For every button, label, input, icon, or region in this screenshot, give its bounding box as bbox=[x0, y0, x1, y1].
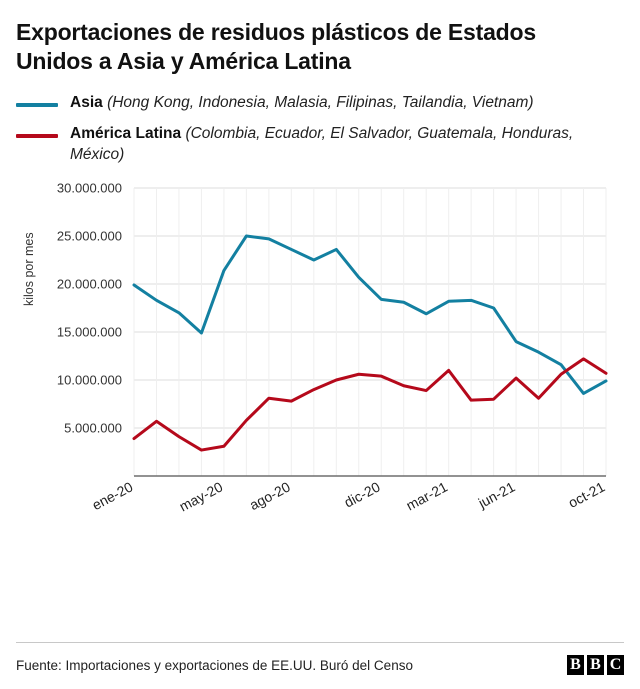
legend-label-america-latina: América Latina bbox=[70, 124, 182, 142]
legend-detail-asia: (Hong Kong, Indonesia, Malasia, Filipinas, Tailandia, Vietnam) bbox=[107, 94, 534, 112]
chart-plot-area bbox=[16, 176, 624, 546]
x-axis-tick-label: oct-21 bbox=[565, 478, 608, 511]
y-axis-label: kilos por mes bbox=[22, 232, 36, 306]
legend-detail-america-latina: (Colombia, Ecuador, El Salvador, Guatemala, Honduras, México) bbox=[70, 124, 574, 163]
bbc-logo bbox=[567, 655, 624, 675]
source-note: Fuente: Importaciones y exportaciones de EE.UU. Buró del Censo bbox=[16, 658, 413, 673]
x-axis-tick-label: mar-21 bbox=[403, 478, 451, 514]
line-chart bbox=[16, 176, 624, 546]
y-axis-tick-label: 15.000.000 bbox=[56, 324, 122, 340]
bbc-logo-letter-1: B bbox=[567, 655, 584, 675]
y-axis-tick-label: 30.000.000 bbox=[56, 180, 122, 196]
x-axis-tick-label: ago-20 bbox=[246, 478, 293, 513]
x-axis-tick-label: dic-20 bbox=[341, 478, 383, 511]
bbc-logo-letter-2: B bbox=[587, 655, 604, 675]
legend-label-asia: Asia bbox=[70, 94, 103, 112]
x-axis-tick-label: may-20 bbox=[176, 478, 226, 515]
chart-legend bbox=[16, 93, 624, 166]
y-axis-tick-label: 5.000.000 bbox=[64, 420, 122, 436]
x-axis-tick-label: ene-20 bbox=[89, 478, 136, 513]
legend-swatch-asia bbox=[16, 103, 58, 107]
legend-swatch-america-latina bbox=[16, 134, 58, 138]
legend-item-asia bbox=[16, 93, 624, 114]
x-axis-tick-label: jun-21 bbox=[475, 478, 518, 511]
series-line-asia bbox=[134, 236, 606, 393]
page-title: Exportaciones de residuos plásticos de Estados Unidos a Asia y América Latina bbox=[16, 19, 536, 74]
legend-item-america-latina bbox=[16, 124, 624, 166]
y-axis-tick-label: 10.000.000 bbox=[56, 372, 122, 388]
series-line-américa-latina bbox=[134, 359, 606, 450]
y-axis-tick-label: 25.000.000 bbox=[56, 228, 122, 244]
y-axis-tick-label: 20.000.000 bbox=[56, 276, 122, 292]
bbc-logo-letter-3: C bbox=[607, 655, 624, 675]
footer-divider bbox=[16, 642, 624, 643]
chart-page bbox=[0, 18, 640, 689]
